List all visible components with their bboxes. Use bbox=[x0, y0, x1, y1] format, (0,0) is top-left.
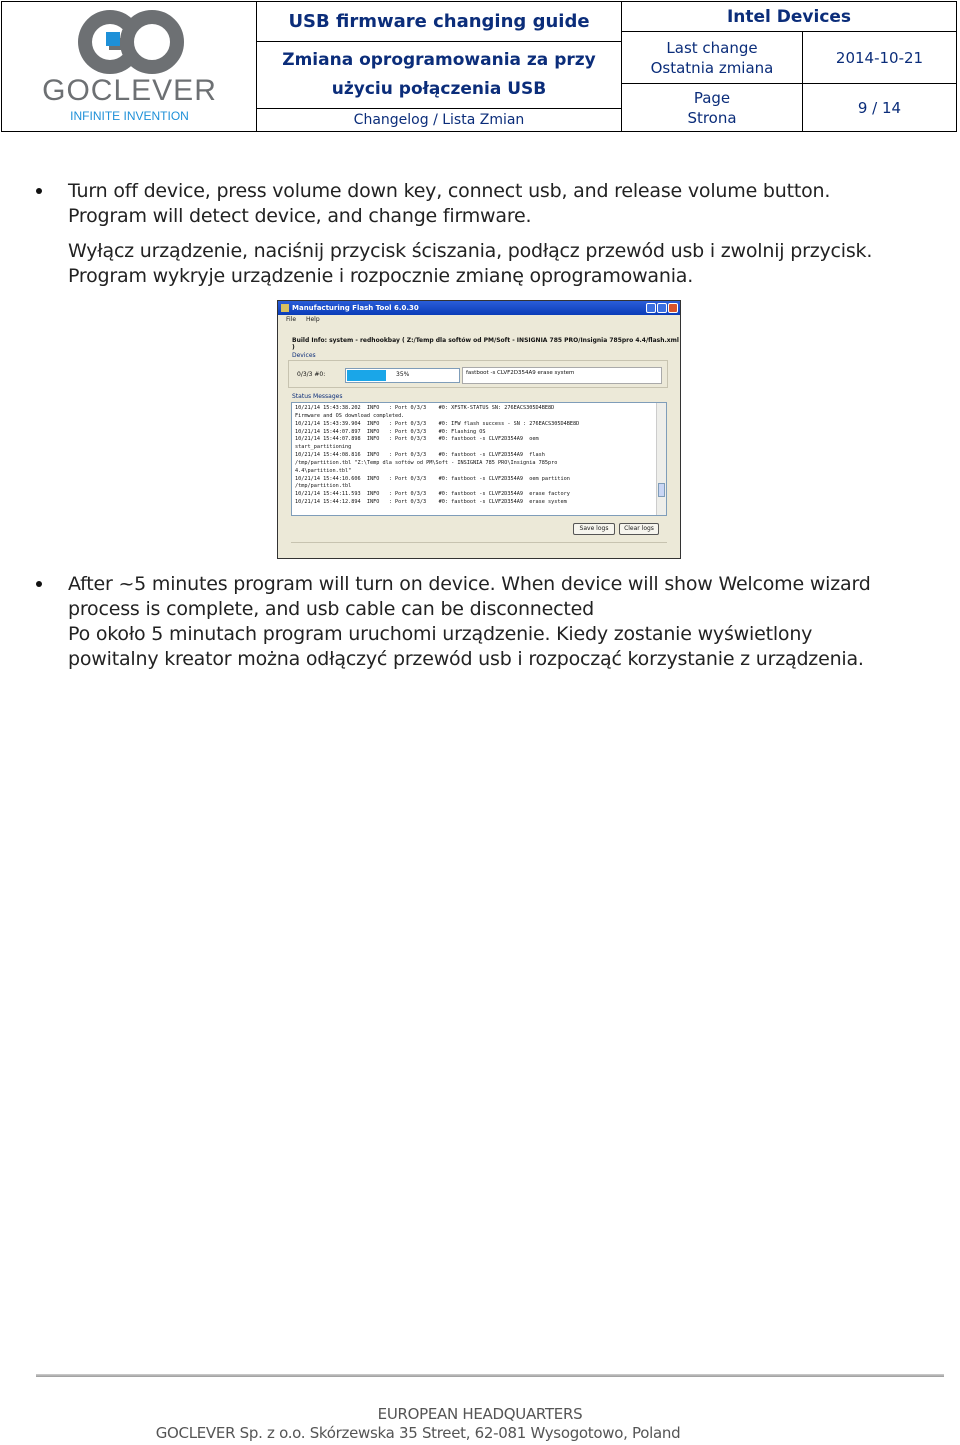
log-line: /tmp/partition.tbl "Z:\Temp dla softów od PM\Soft - INSIGNIA 785 PRO\Insignia 785pro bbox=[295, 459, 558, 466]
log-line: 10/21/14 15:44:08.816 INFO : Port 0/3/3 #0: fastboot -s CLVF2D354A9 flash bbox=[295, 452, 545, 459]
clear-logs-button[interactable]: Clear logs bbox=[619, 523, 659, 535]
instruction-1-line2: Program will detect device, and change firmware. bbox=[68, 205, 532, 227]
doc-title: USB firmware changing guide bbox=[257, 2, 622, 42]
scrollbar-thumb[interactable] bbox=[658, 483, 665, 497]
log-line: 10/21/14 15:44:11.593 INFO : Port 0/3/3 #0: fastboot -s CLVF2D354A9 erase factory bbox=[295, 491, 570, 498]
log-lines bbox=[295, 405, 579, 507]
flash-progress-bar bbox=[345, 368, 460, 383]
page-label bbox=[622, 84, 803, 131]
minimize-icon[interactable] bbox=[646, 303, 656, 313]
window-separator bbox=[291, 542, 667, 543]
doc-section: Changelog / Lista Zmian bbox=[257, 109, 622, 131]
window-titlebar bbox=[278, 301, 680, 315]
status-log[interactable] bbox=[291, 402, 667, 516]
bullet-2 bbox=[36, 581, 42, 587]
log-line: Firmware and OS download completed. bbox=[295, 412, 405, 419]
app-icon bbox=[281, 304, 289, 312]
instruction-2 bbox=[68, 572, 948, 672]
bullet-1 bbox=[36, 188, 42, 194]
save-logs-button[interactable]: Save logs bbox=[573, 523, 615, 535]
menu-help[interactable]: Help bbox=[305, 316, 320, 323]
page-label-en: Page bbox=[693, 88, 731, 107]
log-scrollbar[interactable] bbox=[656, 403, 666, 515]
instruction-1-line4: Program wykryje urządzenie i rozpocznie zmianę oprogramowania. bbox=[68, 265, 694, 287]
instruction-1-line1: Turn off device, press volume down key, connect usb, and release volume button. bbox=[68, 180, 831, 202]
status-messages-label: Status Messages bbox=[292, 393, 343, 400]
header-table bbox=[1, 1, 957, 132]
logo-cell bbox=[2, 2, 257, 131]
log-line: 10/21/14 15:44:12.894 INFO : Port 0/3/3 #0: fastboot -s CLVF2D354A9 erase system bbox=[295, 499, 567, 506]
logo-tagline: INFINITE INVENTION bbox=[70, 109, 189, 123]
doc-subtitle bbox=[257, 42, 622, 109]
log-line: 10/21/14 15:44:07.898 INFO : Port 0/3/3 #0: fastboot -s CLVF2D354A9 oem bbox=[295, 436, 539, 443]
devices-label: Devices bbox=[292, 352, 316, 359]
window-title: Manufacturing Flash Tool 6.0.30 bbox=[292, 304, 419, 312]
log-line: 10/21/14 15:44:10.606 INFO : Port 0/3/3 #0: fastboot -s CLVF2D354A9 oem partition bbox=[295, 475, 570, 482]
instruction-1-line3: Wyłącz urządzenie, naciśnij przycisk ściszania, podłącz przewód usb i zwolnij przycisk. bbox=[68, 240, 873, 262]
instruction-1 bbox=[68, 179, 948, 289]
menu-bar bbox=[278, 315, 680, 325]
doc-subtitle-line2: użyciu połączenia USB bbox=[331, 79, 547, 99]
instruction-2-line4: powitalny kreator można odłączyć przewód usb i rozpocząć korzystanie z urządzenia. bbox=[68, 648, 864, 670]
build-info: Build Info: system - redhookbay ( Z:/Temp dla softów od PM/Soft - INSIGNIA 785 PRO/Insignia 785pro 4.4/flash.xml ) bbox=[292, 337, 679, 351]
footer-address: GOCLEVER Sp. z o.o. Skórzewska 35 Street, 62-081 Wysogotowo, Poland bbox=[155, 1424, 681, 1442]
device-count: 0/3/3 #0: bbox=[297, 371, 326, 378]
logo-blue-square bbox=[106, 32, 120, 46]
instruction-2-line1: After ~5 minutes program will turn on device. When device will show Welcome wizard bbox=[68, 573, 871, 595]
last-change-value: 2014-10-21 bbox=[803, 32, 956, 84]
instruction-2-line3: Po około 5 minutach program uruchomi urządzenie. Kiedy zostanie wyświetlony bbox=[68, 623, 813, 645]
log-line: 10/21/14 15:43:39.904 INFO : Port 0/3/3 #0: IFW flash success - SN : 276EACS305D4BE8D bbox=[295, 420, 580, 427]
log-line: 10/21/14 15:44:07.897 INFO : Port 0/3/3 #0: Flashing OS bbox=[295, 428, 486, 435]
log-line: /tmp/partition.tbl bbox=[295, 483, 352, 490]
page-number: 9 / 14 bbox=[857, 98, 902, 117]
progress-fill bbox=[347, 370, 386, 381]
last-change-label-pl: Ostatnia zmiana bbox=[650, 58, 774, 77]
log-line: 4.4\partition.tbl" bbox=[295, 467, 352, 474]
instruction-2-line2: process is complete, and usb cable can be disconnected bbox=[68, 598, 594, 620]
page-label-pl: Strona bbox=[687, 108, 737, 127]
footer-rule bbox=[36, 1374, 944, 1377]
doc-subtitle-line1: Zmiana oprogramowania za przy bbox=[282, 50, 596, 70]
maximize-icon[interactable] bbox=[657, 303, 667, 313]
logo-o-shape bbox=[120, 10, 184, 74]
log-line: start_partitioning bbox=[295, 444, 352, 451]
menu-file[interactable]: File bbox=[286, 316, 297, 323]
goclever-logo bbox=[2, 2, 256, 131]
flash-tool-screenshot bbox=[277, 300, 681, 559]
log-line: 10/21/14 15:43:38.202 INFO : Port 0/3/3 #0: XFSTK-STATUS SN: 276EACS305D4BE8D bbox=[295, 405, 555, 411]
close-icon[interactable] bbox=[668, 303, 678, 313]
last-change-label-en: Last change bbox=[666, 38, 758, 57]
progress-percent: 35% bbox=[396, 371, 410, 378]
device-status: fastboot -s CLVF2D354A9 erase system bbox=[462, 367, 662, 384]
last-change-label bbox=[622, 32, 803, 84]
footer-hq: EUROPEAN HEADQUARTERS bbox=[377, 1405, 583, 1423]
logo-wordmark: GOCLEVER bbox=[42, 74, 217, 107]
company-name: Intel Devices bbox=[622, 2, 956, 32]
